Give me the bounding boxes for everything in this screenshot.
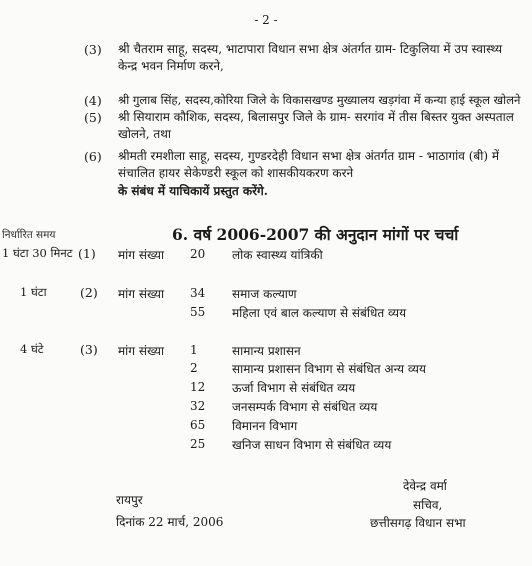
demand-number: 1: [190, 343, 198, 357]
petition-text: श्री गुलाब सिंह, सदस्य,कोरिया जिले के विकासखण्ड मुख्यालय खड़गंवा में कन्या हाई स्कूल खोलने: [118, 93, 521, 107]
signatory-office: छत्तीसगढ़ विधान सभा: [370, 516, 466, 530]
demand-name: ऊर्जा विभाग से संबंधित व्यय: [232, 381, 356, 395]
demand-number: 12: [190, 380, 206, 394]
signatory-name: देवेन्द्र वर्मा: [403, 479, 447, 493]
petition-text: श्री सियाराम कौशिक, सदस्य, बिलासपुर जिले के ग्राम- सरगांव में तीस बिस्तर युक्त अस्पताल खोलने, तथा: [118, 110, 514, 141]
date: दिनांक 22 मार्च, 2006: [116, 515, 224, 529]
petition-number: (6): [84, 149, 102, 164]
group-number: (1): [78, 246, 96, 261]
section-title: 6. वर्ष 2006-2007 की अनुदान मांगों पर चर्चा: [172, 225, 459, 244]
petition-number: (4): [84, 93, 102, 108]
demand-number: 2: [190, 361, 198, 375]
demand-name: महिला एवं बाल कल्याण से संबंधित व्यय: [232, 306, 407, 320]
group-number: (3): [80, 342, 98, 357]
demand-number: 20: [190, 247, 206, 261]
page-number: - 2 -: [254, 13, 278, 27]
demand-number: 25: [190, 437, 206, 451]
demand-label: मांग संख्या: [118, 344, 165, 358]
group-number: (2): [80, 285, 98, 300]
demand-number: 55: [190, 305, 206, 319]
petition-text: श्रीमती रमशीला साहू, सदस्य, गुण्डरदेही विधान सभा क्षेत्र अंतर्गत ग्राम - भाठागांव (बी) में संचालित हायर सेकेण्डरी स्कूल को शासकीयकरण करने: [118, 149, 500, 180]
demand-name: सामान्य प्रशासन विभाग से संबंधित अन्य व्यय: [232, 362, 426, 376]
demand-number: 65: [190, 418, 206, 432]
allotted-time: 4 घंटे: [20, 342, 44, 356]
petition-number: (3): [84, 42, 102, 57]
demand-number: 34: [190, 286, 206, 300]
petition-number: (5): [84, 110, 102, 125]
demand-number: 32: [190, 399, 206, 413]
place: रायपुर: [116, 493, 143, 507]
demand-name: जनसम्पर्क विभाग से संबंधित व्यय: [232, 400, 378, 414]
demand-name: खनिज साधन विभाग से संबंधित व्यय: [232, 438, 392, 452]
demand-name: सामान्य प्रशासन: [232, 344, 301, 358]
signatory-designation: सचिव,: [413, 498, 443, 512]
demand-label: मांग संख्या: [118, 287, 165, 301]
petition-text: श्री चैतराम साहू, सदस्य, भाटापारा विधान सभा क्षेत्र अंतर्गत ग्राम- टिकुलिया में उप स्वास्थ्य केन्द्र भवन निर्माण करने,: [118, 42, 503, 73]
closing-line: के संबंध में याचिकायें प्रस्तुत करेंगे.: [118, 184, 268, 198]
demand-name: समाज कल्याण: [232, 287, 297, 301]
time-column-header: निर्धारित समय: [2, 229, 56, 241]
allotted-time: 1 घंटा 30 मिनट: [2, 246, 73, 260]
allotted-time: 1 घंटा: [20, 285, 47, 299]
demand-label: मांग संख्या: [118, 248, 165, 262]
demand-name: विमानन विभाग: [232, 419, 298, 433]
demand-name: लोक स्वास्थ्य यांत्रिकी: [232, 248, 323, 262]
